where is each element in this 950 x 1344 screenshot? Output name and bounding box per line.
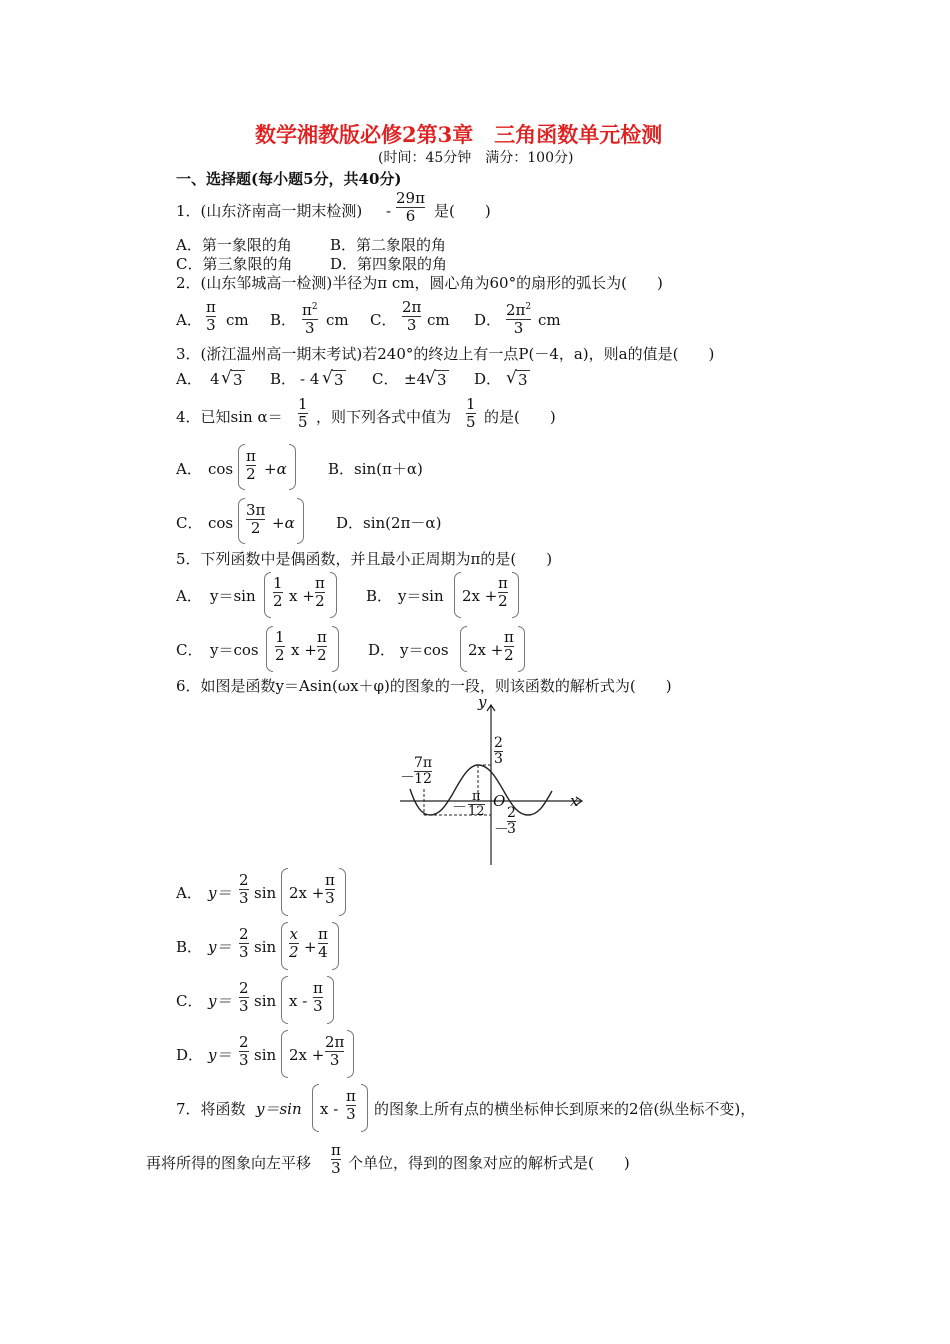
q6-b-amp: 2 3: [239, 925, 249, 961]
graph-min-minus: －: [494, 820, 510, 838]
q5-stem: 5．下列函数中是偶函数，并且最小正周期为π的是( ): [176, 550, 553, 568]
graph-mid-minus: －: [452, 798, 468, 816]
q2-c-fraction: 2π 3: [402, 298, 422, 334]
q5-b-paren-left: [454, 572, 461, 618]
q5-b-2x: 2x +: [462, 587, 498, 605]
q5-b-eq: y＝sin: [398, 587, 444, 605]
q4-c-paren-left: [238, 498, 245, 544]
q3-option-a-label: A．: [176, 370, 202, 388]
q5-c-paren-left: [266, 626, 273, 672]
q6-d-yeq: y＝: [208, 1046, 232, 1064]
q6-d-inner: 2x +: [289, 1046, 325, 1064]
q6-c-inner: x -: [289, 992, 308, 1010]
q4-option-d: D．sin(2π－α): [336, 514, 442, 532]
q2-b-unit: cm: [326, 311, 349, 329]
q4-a-fraction: π 2: [246, 447, 256, 483]
page-subtitle: (时间：45分钟 满分：100分): [378, 150, 574, 166]
q4-frac-1: 1 5: [298, 395, 308, 431]
q5-d-2x: 2x +: [468, 641, 504, 659]
graph-origin-label: O: [493, 792, 506, 810]
q6-c-paren-right: [327, 976, 334, 1024]
q6-d-paren-left: [281, 1030, 288, 1078]
q3-stem: 3．(浙江温州高一期末考试)若240°的终边上有一点P(－4，a)，则a的值是( ): [176, 345, 715, 363]
q6-b-phase: π 4: [318, 925, 328, 961]
section-heading: 一、选择题(每小题5分，共40分): [176, 170, 402, 188]
q4-stem-pre: 4．已知sin α＝: [176, 408, 283, 426]
q5-a-x: x +: [289, 587, 315, 605]
q2-b-fraction: $\pi^2$ 3: [302, 301, 318, 337]
q4-a-paren-left: [238, 444, 245, 490]
q6-c-yeq: y＝: [208, 992, 232, 1010]
graph-mid-tick: π 12: [468, 789, 485, 819]
q6-b-paren-left: [281, 922, 288, 970]
q6-b-paren-right: [332, 922, 339, 970]
graph-min-value: 2 3: [507, 805, 516, 837]
q2-option-c-label: C．: [370, 311, 397, 329]
q1-fraction: [396, 190, 425, 225]
q5-d-eq: y＝cos: [400, 641, 449, 659]
q4-a-rest: +α: [264, 460, 287, 478]
q4-c-rest: +α: [272, 514, 295, 532]
q5-a-half: 1 2: [273, 574, 283, 610]
q5-c-pi-frac: π 2: [317, 628, 327, 664]
page-title: 数学湘教版必修2第3章 三角函数单元检测: [255, 122, 663, 147]
q5-a-paren-right: [330, 572, 337, 618]
q3-a-coef: 4: [210, 370, 220, 388]
graph-left-minus: －: [400, 768, 416, 786]
q5-b-paren-right: [512, 572, 519, 618]
q6-c-phase: π 3: [313, 979, 323, 1015]
q7-line2-pre: 再将所得的图象向左平移: [146, 1154, 312, 1172]
q4-a-paren-right: [289, 444, 296, 490]
q5-option-a-label: A．: [176, 587, 202, 605]
q4-a-fn: cos: [208, 460, 234, 478]
q2-a-fraction: π 3: [206, 298, 216, 334]
q4-option-c-label: C．: [176, 514, 203, 532]
q6-b-fn: sin: [254, 938, 277, 956]
q6-a-paren-right: [339, 868, 346, 916]
q4-option-a-label: A．: [176, 460, 202, 478]
q5-c-x: x +: [291, 641, 317, 659]
q7-post: 的图象上所有点的横坐标伸长到原来的2倍(纵坐标不变)，: [374, 1100, 756, 1118]
q6-option-c-label: C．: [176, 992, 203, 1010]
q6-d-phase: 2π 3: [325, 1033, 345, 1069]
q6-c-fn: sin: [254, 992, 277, 1010]
q4-stem-mid: ，则下列各式中值为: [316, 408, 452, 426]
q6-option-a-label: A．: [176, 884, 202, 902]
q6-a-phase: π 3: [325, 871, 335, 907]
q6-b-plus: +: [304, 938, 317, 956]
q6-b-yeq: y＝: [208, 938, 232, 956]
q5-option-c-label: C．: [176, 641, 203, 659]
q1-option-b: B．第二象限的角: [330, 236, 447, 254]
q5-a-pi-frac: π 2: [315, 574, 325, 610]
q1-prefix: 1．(山东济南高一期末检测): [176, 202, 363, 220]
q6-a-fn: sin: [254, 884, 277, 902]
q5-a-eq: y＝sin: [210, 587, 256, 605]
q5-c-half: 1 2: [275, 628, 285, 664]
q2-d-fraction: $2\pi^2$ 3: [506, 301, 532, 337]
q3-b-coef: - 4: [300, 370, 320, 388]
q5-d-paren-right: [518, 626, 525, 672]
q7-inner: x -: [320, 1100, 339, 1118]
q6-c-amp: 2 3: [239, 979, 249, 1015]
q2-d-unit: cm: [538, 311, 561, 329]
q6-option-d-label: D．: [176, 1046, 204, 1064]
q1-option-c: C．第三象限的角: [176, 255, 293, 273]
q6-a-inner: 2x +: [289, 884, 325, 902]
q4-option-b: B．sin(π＋α): [328, 460, 423, 478]
q1-frac-num: 29π: [396, 189, 425, 207]
graph-left-tick: 7π 12: [414, 755, 433, 787]
q5-a-paren-left: [264, 572, 271, 618]
q6-d-amp: 2 3: [239, 1033, 249, 1069]
q1-option-a: A．第一象限的角: [176, 236, 292, 254]
q5-b-pi-frac: π 2: [498, 574, 508, 610]
q7-paren-left: [312, 1084, 319, 1132]
q6-d-paren-right: [347, 1030, 354, 1078]
q5-option-b-label: B．: [366, 587, 393, 605]
q4-c-paren-right: [297, 498, 304, 544]
q2-stem: 2．(山东邹城高一检测)半径为π cm，圆心角为60°的扇形的弧长为( ): [176, 274, 663, 292]
q2-option-a-label: A．: [176, 311, 202, 329]
q6-a-paren-left: [281, 868, 288, 916]
q3-option-c-label: C．: [372, 370, 399, 388]
q6-stem: 6．如图是函数y＝Asin(ωx＋φ)的图象的一段，则该函数的解析式为( ): [176, 677, 672, 695]
q6-b-xfrac: x 2: [289, 925, 299, 961]
q6-c-paren-left: [281, 976, 288, 1024]
q4-frac-2: 1 5: [466, 395, 476, 431]
q7-shift: π 3: [331, 1141, 341, 1177]
q5-d-pi-frac: π 2: [504, 628, 514, 664]
q1-suffix: 是( ): [434, 202, 491, 220]
graph-y-label: y: [478, 693, 487, 711]
q2-c-unit: cm: [427, 311, 450, 329]
q6-a-yeq: y＝: [208, 884, 232, 902]
q4-stem-post: 的是( ): [484, 408, 556, 426]
q4-c-fn: cos: [208, 514, 234, 532]
q6-d-fn: sin: [254, 1046, 277, 1064]
q5-c-paren-right: [332, 626, 339, 672]
q1-minus: -: [386, 202, 392, 220]
q7-line2-post: 个单位，得到的图象对应的解析式是( ): [348, 1154, 630, 1172]
q2-a-unit: cm: [226, 311, 249, 329]
q7-paren-right: [361, 1084, 368, 1132]
q4-c-fraction: 3π 2: [246, 501, 266, 537]
graph-x-label: x: [570, 792, 579, 810]
q3-option-d-label: D．: [474, 370, 502, 388]
q2-option-d-label: D．: [474, 311, 502, 329]
q1-option-d: D．第四象限的角: [330, 255, 448, 273]
q5-option-d-label: D．: [368, 641, 396, 659]
q2-option-b-label: B．: [270, 311, 297, 329]
graph-max-value: 2 3: [494, 735, 503, 767]
q6-option-b-label: B．: [176, 938, 203, 956]
q5-c-eq: y＝cos: [210, 641, 259, 659]
q3-option-b-label: B．: [270, 370, 297, 388]
q7-pre: 7．将函数: [176, 1100, 246, 1118]
q5-d-paren-left: [460, 626, 467, 672]
q1-frac-den: 6: [405, 207, 416, 225]
q6-a-amp: 2 3: [239, 871, 249, 907]
q7-phase: π 3: [346, 1087, 356, 1123]
q3-c-coef: ±4: [404, 370, 427, 388]
q7-eq: y＝sin: [256, 1100, 302, 1118]
